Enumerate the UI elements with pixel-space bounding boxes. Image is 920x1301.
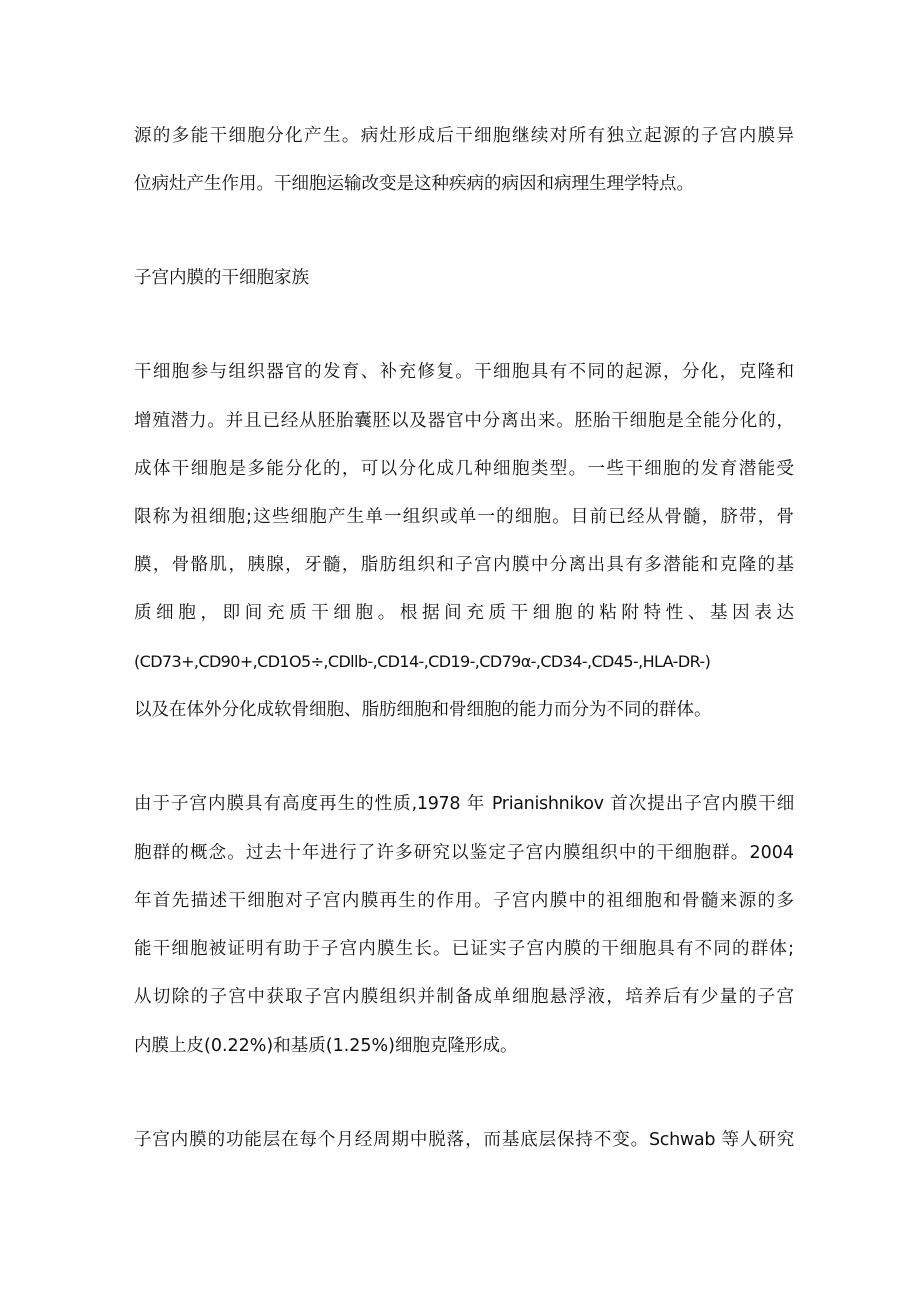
paragraph-4-line-1: 子宫内膜的功能层在每个月经周期中脱落，而基底层保持不变。Schwab 等人研究	[134, 1130, 794, 1150]
paragraph-2-line-4: 限称为祖细胞;这些细胞产生单一组织或单一的细胞。目前已经从骨髓，脐带，骨	[134, 507, 794, 527]
paragraph-2-line-6: 质细胞，即间充质干细胞。根据间充质干细胞的粘附特性、基因表达	[134, 603, 794, 623]
paragraph-2-line-8: 以及在体外分化成软骨细胞、脂肪细胞和骨细胞的能力而分为不同的群体。	[134, 700, 712, 720]
paragraph-3-line-2: 胞群的概念。过去十年进行了许多研究以鉴定子宫内膜组织中的干细胞群。2004	[134, 843, 794, 863]
paragraph-1-line-1: 源的多能干细胞分化产生。病灶形成后干细胞继续对所有独立起源的子宫内膜异	[134, 126, 794, 146]
paragraph-3-line-1: 由于子宫内膜具有高度再生的性质,1978 年 Prianishnikov 首次提出子宫内膜干细	[134, 794, 794, 814]
paragraph-2-line-5: 膜，骨骼肌，胰腺，牙髓，脂肪组织和子宫内膜中分离出具有多潜能和克隆的基	[134, 555, 794, 575]
paragraph-2-line-1: 干细胞参与组织器官的发育、补充修复。干细胞具有不同的起源，分化，克隆和	[134, 362, 794, 382]
paragraph-2-line-3: 成体干细胞是多能分化的，可以分化成几种细胞类型。一些干细胞的发育潜能受	[134, 459, 794, 479]
paragraph-3-line-5: 从切除的子宫中获取子宫内膜组织并制备成单细胞悬浮液，培养后有少量的子宫	[134, 987, 794, 1007]
paragraph-1-line-2: 位病灶产生作用。干细胞运输改变是这种疾病的病因和病理生理学特点。	[134, 174, 694, 194]
paragraph-3-line-3: 年首先描述干细胞对子宫内膜再生的作用。子宫内膜中的祖细胞和骨髓来源的多	[134, 891, 794, 911]
section-heading: 子宫内膜的干细胞家族	[134, 268, 309, 288]
paragraph-2-line-7: (CD73+,CD90+,CD1O5÷,CDllb-,CD14-,CD19-,CD79α-,CD34-,CD45-,HLA-DR-)	[134, 652, 711, 671]
paragraph-2-line-2: 增殖潜力。并且已经从胚胎囊胚以及器官中分离出来。胚胎干细胞是全能分化的，	[134, 411, 794, 431]
paragraph-3-line-4: 能干细胞被证明有助于子宫内膜生长。已证实子宫内膜的干细胞具有不同的群体;	[134, 939, 794, 959]
paragraph-3-line-6: 内膜上皮(0.22%)和基质(1.25%)细胞克隆形成。	[134, 1036, 518, 1056]
